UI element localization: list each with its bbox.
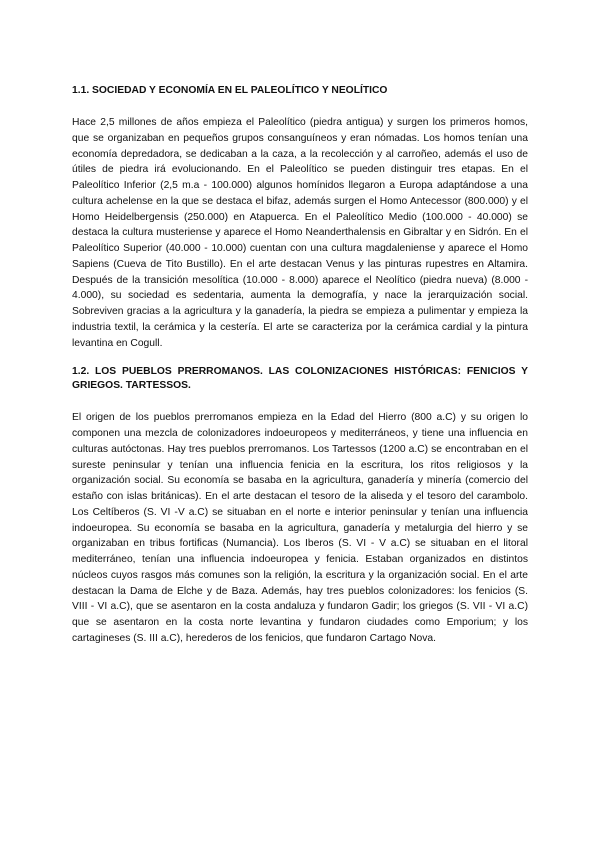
spacer xyxy=(72,351,528,365)
document-content xyxy=(72,84,528,647)
spacer xyxy=(72,393,528,410)
section-paragraph-pueblos-prerromanos: El origen de los pueblos prerromanos empieza en la Edad del Hierro (800 a.C) y su origen lo componen una mezcla de colonizadores indoeuropeos y mediterráneos, y tiene una influencia en culturas autóctonas. Hay tres pueblos prerromanos. Los Tartessos (1200 a.C) se encontraban en el sureste peninsular y tenían una influencia fenicia en la escritura, los ritos religiosos y la organización social. Su economía se basaba en la agricultura, ganadería y minería (comercio del estaño con islas británicas). En el arte destacan el tesoro de la aliseda y el tesoro del carambolo. Los Celtíberos (S. VI -V a.C) se situaban en el norte e interior peninsular y tenían una influencia indoeuropea. Su economía se basaba en la agricultura, ganadería y metalurgia del hierro y se organizaban en tribus fortificas (Numancia). Los Iberos (S. VI - V a.C) se situaban en el litoral mediterráneo, tenían una influencia indoeuropea y fenicia. Estaban organizados en distintos núcleos cuyos rasgos más comunes son la religión, la escritura y la organización social. En el arte destacan la Dama de Elche y de Baza. Además, hay tres pueblos colonizadores: los fenicios (S. VIII - VI a.C), que se asentaron en la costa andaluza y fundaron Gadir; los griegos (S. VII - VI a.C) que se asentaron en la costa norte levantina y fundaron ciudades como Emporium; y los cartagineses (S. III a.C), herederos de los fenicios, que fundaron Cartago Nova. xyxy=(72,412,528,644)
section-heading-pueblos-prerromanos: 1.2. LOS PUEBLOS PRERROMANOS. LAS COLONIZACIONES HISTÓRICAS: FENICIOS Y GRIEGOS. TARTESSOS. xyxy=(72,366,528,392)
section-heading-paleolitico-neolitico: 1.1. SOCIEDAD Y ECONOMÍA EN EL PALEOLÍTICO Y NEOLÍTICO xyxy=(72,85,388,96)
section-paragraph-paleolitico-neolitico: Hace 2,5 millones de años empieza el Paleolítico (piedra antigua) y surgen los primeros homos, que se organizaban en pequeños grupos consanguíneos y eran nómadas. Los homos tenían una economía depredadora, se dedicaban a la caza, a la recolección y al carroñeo, además el uso de útiles de piedra irá evolucionando. En el Paleolítico se pueden distinguir tres etapas. En el Paleolítico Inferior (2,5 m.a - 100.000) algunos homínidos llegaron a Europa adaptándose a una cultura achelense en la que se destaca el bifaz, además surgen el Homo Antecessor (800.000) y el Homo Heidelbergensis (250.000) en Atapuerca. En el Paleolítico Medio (100.000 - 40.000) se destaca la cultura musteriense y aparece el Homo Neanderthalensis en Gibraltar y en Sidrón. En el Paleolítico Superior (40.000 - 10.000) cuentan con una cultura magdaleniense y aparece el Homo Sapiens (Cueva de Tito Bustillo). En el arte destacan Venus y las pinturas rupestres en Altamira. Después de la transición mesolítica (10.000 - 8.000) aparece el Neolítico (piedra nueva) (8.000 - 4.000), su sociedad es sedentaria, aumenta la demografía, y nace la jerarquización social. Sobreviven gracias a la agricultura y la ganadería, la piedra se empieza a pulimentar y empieza la industria textil, la cerámica y la cestería. El arte se caracteriza por la cerámica cardial y la pintura levantina en Cogull. xyxy=(72,117,528,349)
spacer xyxy=(72,98,528,115)
